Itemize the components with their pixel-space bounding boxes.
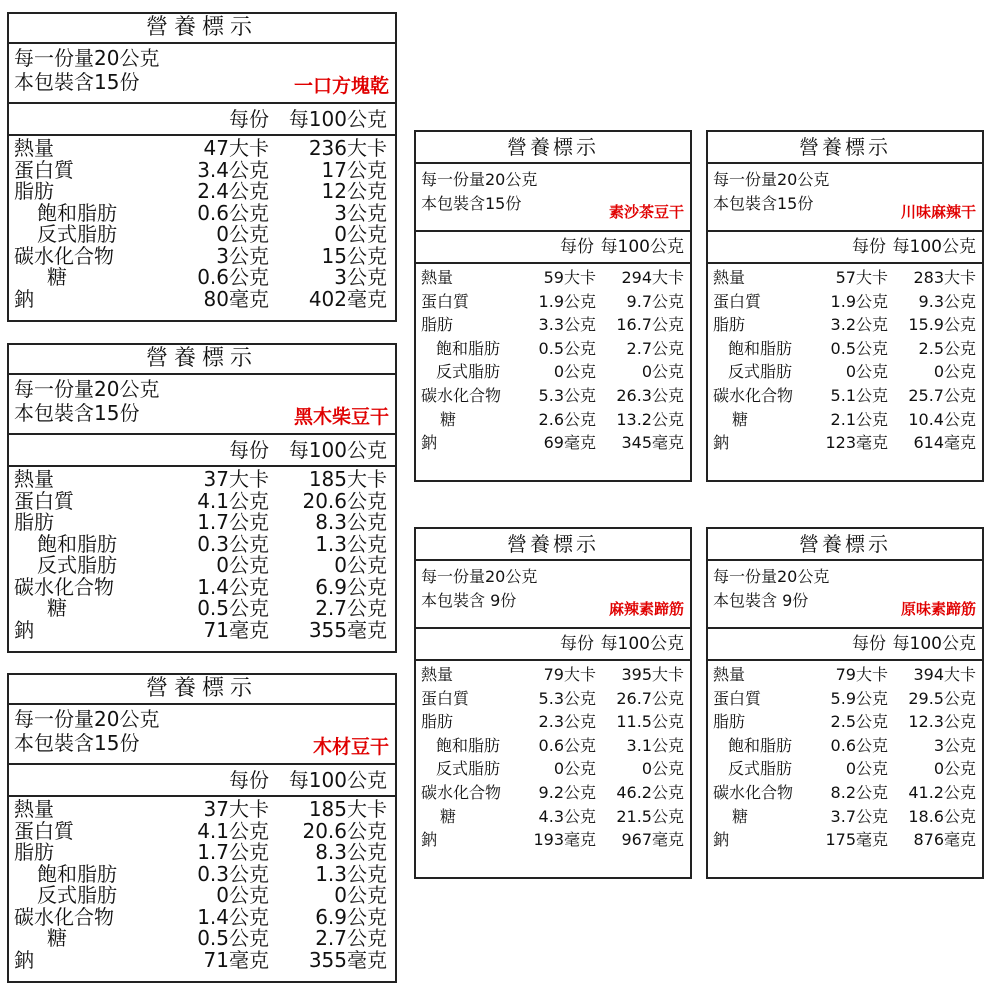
per-serving-value: 3.7公克	[830, 806, 888, 826]
per-100g-value: 236大卡	[308, 136, 387, 160]
col-per-100g: 每100公克	[600, 237, 684, 257]
per-100g-value: 20.6公克	[302, 488, 387, 513]
per-serving-value: 0公克	[553, 362, 596, 382]
nutrient-row-protein	[708, 290, 982, 314]
column-header	[416, 629, 690, 661]
serving-info	[416, 561, 690, 629]
nutrient-row-protein	[9, 488, 395, 513]
nutrient-row-sodium	[708, 431, 982, 455]
per-serving-value: 193毫克	[533, 830, 596, 850]
per-100g-value: 0公克	[334, 883, 387, 907]
nutrient-name: 糖	[440, 409, 457, 429]
nutrient-name: 碳水化合物	[14, 574, 114, 599]
nutrient-row-saturated-fat	[9, 531, 395, 556]
per-100g-value: 3公克	[334, 200, 387, 225]
per-100g-value: 16.7公克	[616, 315, 684, 335]
per-serving-value: 1.9公克	[538, 291, 596, 311]
nutrient-rows	[9, 797, 395, 971]
per-serving-value: 47大卡	[203, 136, 269, 160]
nutrient-name: 飽和脂肪	[37, 200, 117, 225]
per-100g-value: 0公克	[334, 553, 387, 577]
nutrient-name: 熱量	[713, 665, 746, 684]
serving-size: 每一份量20公克	[713, 170, 830, 189]
per-100g-value: 41.2公克	[908, 782, 976, 802]
nutrient-row-protein	[416, 687, 690, 711]
per-serving-value: 37大卡	[203, 467, 269, 491]
col-per-100g: 每100公克	[600, 634, 684, 654]
per-100g-value: 2.5公克	[918, 338, 976, 358]
per-100g-value: 185大卡	[308, 797, 387, 821]
col-per-100g: 每100公克	[288, 768, 387, 792]
nutrient-rows	[708, 661, 982, 852]
nutrient-name: 熱量	[14, 797, 54, 821]
product-name: 木材豆干	[312, 736, 389, 758]
per-100g-value: 614毫克	[913, 433, 976, 453]
per-100g-value: 185大卡	[308, 467, 387, 491]
nutrient-name: 糖	[732, 409, 749, 429]
nutrient-row-sugar	[9, 267, 395, 289]
per-100g-value: 13.2公克	[616, 409, 684, 429]
nutrition-label-mala-su-tijin	[414, 527, 692, 879]
per-serving-value: 8.2公克	[830, 782, 888, 802]
nutrient-name: 飽和脂肪	[728, 735, 793, 755]
label-title: 營養標示	[708, 529, 982, 561]
per-100g-value: 0公克	[933, 759, 976, 779]
per-100g-value: 15.9公克	[908, 315, 976, 335]
per-serving-value: 0.6公克	[197, 265, 269, 289]
per-serving-value: 0公克	[845, 759, 888, 779]
nutrient-name: 熱量	[713, 268, 746, 287]
nutrient-row-fat	[708, 710, 982, 734]
nutrition-label-chuanwei-mala-gan	[706, 130, 984, 482]
per-100g-value: 25.7公克	[908, 385, 976, 405]
per-serving-value: 0公克	[845, 362, 888, 382]
nutrient-name: 脂肪	[421, 315, 454, 335]
col-per-100g: 每100公克	[892, 634, 976, 654]
per-serving-value: 4.1公克	[197, 488, 269, 513]
per-100g-value: 0公克	[641, 759, 684, 779]
per-serving-value: 71毫克	[203, 617, 269, 642]
nutrient-row-sugar	[416, 805, 690, 829]
per-100g-value: 8.3公克	[315, 510, 387, 534]
per-serving-value: 0.5公克	[197, 596, 269, 620]
nutrient-row-carbohydrate	[9, 904, 395, 929]
nutrient-name: 碳水化合物	[713, 385, 794, 405]
per-100g-value: 3.1公克	[626, 735, 684, 755]
nutrient-rows	[416, 264, 690, 455]
per-100g-value: 3公克	[933, 735, 976, 755]
per-100g-value: 967毫克	[621, 830, 684, 850]
per-100g-value: 2.7公克	[315, 926, 387, 950]
per-100g-value: 29.5公克	[908, 688, 976, 708]
label-title: 營養標示	[416, 529, 690, 561]
serving-info	[708, 164, 982, 232]
per-serving-value: 0公克	[216, 222, 269, 246]
label-title: 營養標示	[9, 14, 395, 44]
per-100g-value: 18.6公克	[908, 806, 976, 826]
nutrient-name: 反式脂肪	[37, 222, 117, 246]
nutrient-row-sugar	[708, 408, 982, 432]
nutrient-name: 糖	[440, 806, 457, 826]
col-per-serving: 每份	[560, 237, 594, 257]
nutrient-name: 鈉	[14, 286, 34, 311]
per-serving-value: 4.1公克	[197, 818, 269, 843]
nutrient-name: 蛋白質	[14, 488, 74, 513]
nutrient-row-sugar	[708, 805, 982, 829]
serving-size: 每一份量20公克	[713, 567, 830, 586]
nutrient-row-protein	[708, 687, 982, 711]
nutrient-name: 糖	[47, 265, 67, 289]
per-100g-value: 355毫克	[308, 947, 387, 972]
nutrient-name: 糖	[47, 596, 67, 620]
column-header	[9, 104, 395, 136]
per-100g-value: 6.9公克	[315, 574, 387, 599]
serving-size: 每一份量20公克	[421, 170, 538, 189]
per-serving-value: 2.1公克	[830, 409, 888, 429]
per-serving-value: 2.4公克	[197, 179, 269, 203]
nutrient-rows	[416, 661, 690, 852]
servings-per-package: 本包裝含15份	[14, 401, 140, 425]
per-100g-value: 11.5公克	[616, 712, 684, 732]
nutrient-rows	[9, 467, 395, 641]
nutrition-label-yuanwei-su-tijin	[706, 527, 984, 879]
per-serving-value: 0.5公克	[538, 338, 596, 358]
nutrient-row-sodium	[416, 828, 690, 852]
per-100g-value: 1.3公克	[315, 861, 387, 886]
nutrient-name: 飽和脂肪	[37, 861, 117, 886]
per-100g-value: 20.6公克	[302, 818, 387, 843]
product-name: 麻辣素蹄筋	[608, 600, 684, 618]
column-header	[708, 232, 982, 264]
per-serving-value: 1.7公克	[197, 510, 269, 534]
nutrient-row-energy	[9, 138, 395, 160]
per-100g-value: 26.7公克	[616, 688, 684, 708]
nutrient-row-protein	[9, 818, 395, 843]
nutrient-row-carbohydrate	[416, 781, 690, 805]
nutrient-rows	[708, 264, 982, 455]
per-serving-value: 0.6公克	[197, 200, 269, 225]
per-100g-value: 6.9公克	[315, 904, 387, 929]
nutrient-name: 蛋白質	[14, 157, 74, 182]
col-per-serving: 每份	[852, 237, 886, 257]
nutrient-name: 碳水化合物	[14, 904, 114, 929]
per-serving-value: 0.3公克	[197, 531, 269, 556]
product-name: 素沙茶豆干	[608, 203, 684, 221]
nutrient-name: 飽和脂肪	[728, 338, 793, 358]
per-100g-value: 3公克	[334, 265, 387, 289]
nutrient-name: 糖	[47, 926, 67, 950]
per-serving-value: 0.5公克	[830, 338, 888, 358]
per-100g-value: 2.7公克	[626, 338, 684, 358]
col-per-serving: 每份	[852, 634, 886, 654]
per-serving-value: 1.9公克	[830, 291, 888, 311]
nutrient-name: 反式脂肪	[37, 553, 117, 577]
nutrient-row-energy	[416, 266, 690, 290]
per-serving-value: 0.6公克	[538, 735, 596, 755]
nutrient-row-fat	[9, 181, 395, 203]
nutrient-row-carbohydrate	[9, 243, 395, 268]
column-header	[416, 232, 690, 264]
per-serving-value: 175毫克	[825, 830, 888, 850]
serving-size: 每一份量20公克	[14, 377, 160, 401]
nutrient-name: 脂肪	[14, 840, 54, 864]
nutrient-row-saturated-fat	[9, 200, 395, 225]
servings-per-package: 本包裝含 9份	[713, 591, 809, 610]
servings-per-package: 本包裝含15份	[14, 70, 140, 94]
col-per-serving: 每份	[229, 107, 269, 131]
nutrient-name: 鈉	[14, 947, 34, 972]
per-100g-value: 345毫克	[621, 433, 684, 453]
nutrient-row-sugar	[416, 408, 690, 432]
per-100g-value: 395大卡	[621, 665, 684, 684]
nutrient-name: 碳水化合物	[14, 243, 114, 268]
label-title: 營養標示	[416, 132, 690, 164]
nutrient-name: 熱量	[421, 268, 454, 287]
per-serving-value: 57大卡	[835, 268, 888, 287]
nutrient-row-sodium	[9, 286, 395, 311]
per-serving-value: 0公克	[553, 759, 596, 779]
nutrient-name: 蛋白質	[421, 291, 470, 311]
nutrient-row-energy	[9, 469, 395, 491]
per-100g-value: 283大卡	[913, 268, 976, 287]
serving-info	[9, 705, 395, 765]
nutrient-row-trans-fat	[708, 757, 982, 781]
nutrient-row-saturated-fat	[9, 861, 395, 886]
per-100g-value: 0公克	[334, 222, 387, 246]
label-title: 營養標示	[9, 675, 395, 705]
per-100g-value: 12公克	[321, 179, 387, 203]
nutrient-row-sugar	[9, 598, 395, 620]
servings-per-package: 本包裝含15份	[713, 194, 814, 213]
per-serving-value: 3.4公克	[197, 157, 269, 182]
nutrient-row-trans-fat	[9, 555, 395, 577]
nutrient-row-sodium	[416, 431, 690, 455]
col-per-100g: 每100公克	[288, 107, 387, 131]
per-100g-value: 21.5公克	[616, 806, 684, 826]
per-serving-value: 1.7公克	[197, 840, 269, 864]
nutrient-name: 鈉	[713, 830, 730, 850]
per-serving-value: 4.3公克	[538, 806, 596, 826]
col-per-100g: 每100公克	[288, 438, 387, 462]
per-100g-value: 12.3公克	[908, 712, 976, 732]
per-100g-value: 2.7公克	[315, 596, 387, 620]
product-name: 原味素蹄筋	[900, 600, 976, 618]
nutrient-row-energy	[9, 799, 395, 821]
nutrient-row-fat	[416, 313, 690, 337]
nutrient-name: 鈉	[14, 617, 34, 642]
per-100g-value: 394大卡	[913, 665, 976, 684]
nutrient-row-saturated-fat	[416, 734, 690, 758]
label-title: 營養標示	[708, 132, 982, 164]
nutrient-row-protein	[9, 157, 395, 182]
nutrient-row-saturated-fat	[416, 337, 690, 361]
per-serving-value: 3.3公克	[538, 315, 596, 335]
per-100g-value: 26.3公克	[616, 385, 684, 405]
nutrition-label-heimuchai-dougan	[7, 343, 397, 653]
per-serving-value: 2.6公克	[538, 409, 596, 429]
nutrient-name: 鈉	[421, 830, 438, 850]
per-100g-value: 1.3公克	[315, 531, 387, 556]
per-100g-value: 876毫克	[913, 830, 976, 850]
serving-size: 每一份量20公克	[421, 567, 538, 586]
column-header	[9, 765, 395, 797]
col-per-serving: 每份	[560, 634, 594, 654]
nutrient-name: 蛋白質	[713, 291, 762, 311]
per-serving-value: 37大卡	[203, 797, 269, 821]
nutrient-rows	[9, 136, 395, 310]
nutrient-row-protein	[416, 290, 690, 314]
serving-size: 每一份量20公克	[14, 707, 160, 731]
serving-info	[9, 44, 395, 104]
nutrient-name: 熱量	[421, 665, 454, 684]
per-100g-value: 46.2公克	[616, 782, 684, 802]
per-serving-value: 0.3公克	[197, 861, 269, 886]
per-serving-value: 0公克	[216, 883, 269, 907]
serving-size: 每一份量20公克	[14, 46, 160, 70]
nutrient-row-carbohydrate	[708, 781, 982, 805]
nutrient-name: 蛋白質	[14, 818, 74, 843]
per-serving-value: 5.3公克	[538, 688, 596, 708]
per-100g-value: 17公克	[321, 157, 387, 182]
per-100g-value: 8.3公克	[315, 840, 387, 864]
servings-per-package: 本包裝含15份	[14, 731, 140, 755]
per-serving-value: 5.1公克	[830, 385, 888, 405]
nutrient-row-sodium	[9, 617, 395, 642]
nutrient-row-trans-fat	[9, 885, 395, 907]
nutrient-row-energy	[708, 663, 982, 687]
column-header	[9, 435, 395, 467]
servings-per-package: 本包裝含 9份	[421, 591, 517, 610]
nutrient-name: 反式脂肪	[436, 362, 501, 382]
serving-info	[9, 375, 395, 435]
per-100g-value: 0公克	[641, 362, 684, 382]
per-serving-value: 9.2公克	[538, 782, 596, 802]
nutrient-name: 脂肪	[14, 179, 54, 203]
per-serving-value: 0公克	[216, 553, 269, 577]
nutrient-name: 熱量	[14, 467, 54, 491]
per-serving-value: 5.3公克	[538, 385, 596, 405]
col-per-serving: 每份	[229, 438, 269, 462]
nutrient-name: 脂肪	[713, 712, 746, 732]
per-serving-value: 2.5公克	[830, 712, 888, 732]
nutrient-name: 熱量	[14, 136, 54, 160]
nutrient-row-saturated-fat	[708, 734, 982, 758]
nutrient-row-sodium	[9, 947, 395, 972]
label-title: 營養標示	[9, 345, 395, 375]
nutrient-row-carbohydrate	[708, 384, 982, 408]
nutrient-name: 飽和脂肪	[436, 735, 501, 755]
nutrient-row-fat	[9, 512, 395, 534]
per-100g-value: 15公克	[321, 243, 387, 268]
nutrient-row-sugar	[9, 928, 395, 950]
nutrient-row-carbohydrate	[9, 574, 395, 599]
per-serving-value: 0.6公克	[830, 735, 888, 755]
per-serving-value: 1.4公克	[197, 904, 269, 929]
product-name: 川味麻辣干	[900, 203, 976, 221]
per-100g-value: 0公克	[933, 362, 976, 382]
servings-per-package: 本包裝含15份	[421, 194, 522, 213]
per-serving-value: 123毫克	[825, 433, 888, 453]
nutrient-row-saturated-fat	[708, 337, 982, 361]
per-100g-value: 9.3公克	[918, 291, 976, 311]
per-serving-value: 3.2公克	[830, 315, 888, 335]
nutrition-label-yikou-fangkuai-gan	[7, 12, 397, 322]
nutrient-name: 鈉	[421, 433, 438, 453]
nutrition-label-mucai-dougan	[7, 673, 397, 983]
nutrient-name: 反式脂肪	[728, 362, 793, 382]
nutrient-row-trans-fat	[416, 360, 690, 384]
per-serving-value: 2.3公克	[538, 712, 596, 732]
nutrient-name: 脂肪	[14, 510, 54, 534]
nutrition-label-su-shacha-dougan	[414, 130, 692, 482]
nutrient-name: 反式脂肪	[436, 759, 501, 779]
per-serving-value: 69毫克	[543, 433, 596, 453]
nutrient-name: 碳水化合物	[713, 782, 794, 802]
per-100g-value: 355毫克	[308, 617, 387, 642]
nutrient-row-fat	[708, 313, 982, 337]
per-serving-value: 1.4公克	[197, 574, 269, 599]
col-per-100g: 每100公克	[892, 237, 976, 257]
nutrient-row-trans-fat	[9, 224, 395, 246]
per-100g-value: 402毫克	[308, 286, 387, 311]
per-100g-value: 10.4公克	[908, 409, 976, 429]
per-serving-value: 59大卡	[543, 268, 596, 287]
nutrient-name: 蛋白質	[713, 688, 762, 708]
nutrient-name: 脂肪	[713, 315, 746, 335]
column-header	[708, 629, 982, 661]
nutrient-name: 飽和脂肪	[37, 531, 117, 556]
nutrient-name: 碳水化合物	[421, 782, 502, 802]
per-serving-value: 79大卡	[543, 665, 596, 684]
per-serving-value: 3公克	[216, 243, 269, 268]
nutrient-name: 鈉	[713, 433, 730, 453]
nutrient-row-energy	[708, 266, 982, 290]
nutrient-name: 脂肪	[421, 712, 454, 732]
serving-info	[416, 164, 690, 232]
nutrient-name: 碳水化合物	[421, 385, 502, 405]
nutrient-row-fat	[416, 710, 690, 734]
per-100g-value: 9.7公克	[626, 291, 684, 311]
per-serving-value: 79大卡	[835, 665, 888, 684]
per-serving-value: 5.9公克	[830, 688, 888, 708]
nutrient-row-fat	[9, 842, 395, 864]
serving-info	[708, 561, 982, 629]
nutrient-row-trans-fat	[708, 360, 982, 384]
nutrient-name: 反式脂肪	[728, 759, 793, 779]
nutrient-name: 糖	[732, 806, 749, 826]
per-100g-value: 294大卡	[621, 268, 684, 287]
nutrient-name: 反式脂肪	[37, 883, 117, 907]
per-serving-value: 80毫克	[203, 286, 269, 311]
nutrient-row-sodium	[708, 828, 982, 852]
nutrient-row-carbohydrate	[416, 384, 690, 408]
nutrient-row-trans-fat	[416, 757, 690, 781]
product-name: 一口方塊乾	[293, 75, 389, 97]
nutrient-name: 蛋白質	[421, 688, 470, 708]
nutrient-name: 飽和脂肪	[436, 338, 501, 358]
per-serving-value: 0.5公克	[197, 926, 269, 950]
product-name: 黑木柴豆干	[293, 406, 389, 428]
nutrient-row-energy	[416, 663, 690, 687]
per-serving-value: 71毫克	[203, 947, 269, 972]
col-per-serving: 每份	[229, 768, 269, 792]
